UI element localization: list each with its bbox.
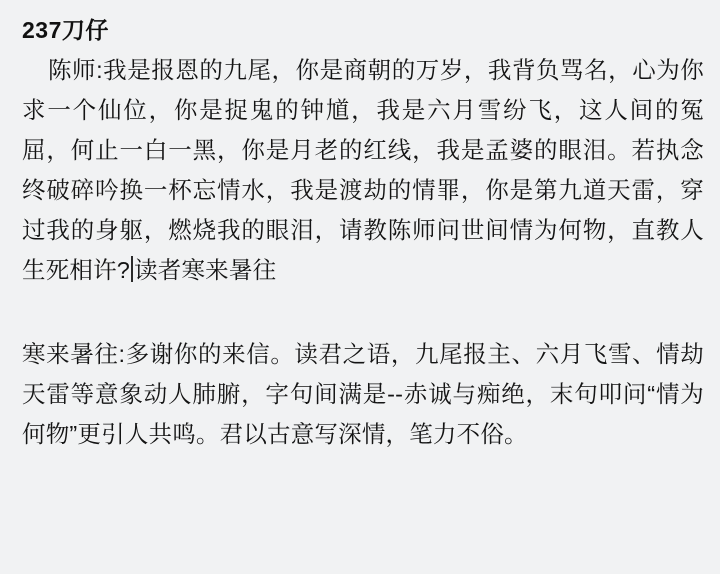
reply-sender-label: 寒来暑往: (22, 341, 126, 367)
page-title: 237刀仔 (22, 17, 109, 43)
letter-sender-label: 陈师: (48, 57, 103, 83)
letter-paragraph (22, 50, 704, 290)
reply-section (22, 334, 704, 454)
letter-section (22, 50, 704, 290)
text-cursor[interactable] (131, 256, 133, 282)
letter-body-text: 我是报恩的九尾，你是商朝的万岁，我背负骂名，心为你求一个仙位，你是捉鬼的钟馗，我是六月雪纷飞，这人间的冤屈，何止一白一黑，你是月老的红线，我是孟婆的眼泪。若执念终破碎吟换一杯忘情水，我是渡劫的情罪，你是第九道天雷，穿过我的身躯，燃烧我的眼泪，请教陈师问世间情为何物，直教人生死相许? (22, 57, 704, 283)
reader-signature: 读者寒来暑往 (134, 257, 277, 283)
paragraph-spacer (22, 290, 704, 334)
reply-paragraph (22, 334, 704, 454)
reply-body-text: 多谢你的来信。读君之语，九尾报主、六月飞雪、情劫天雷等意象动人肺腑，字句间满是--赤诚与痴绝，末句叩问“情为何物”更引人共鸣。君以古意写深情，笔力不俗。 (22, 341, 704, 447)
